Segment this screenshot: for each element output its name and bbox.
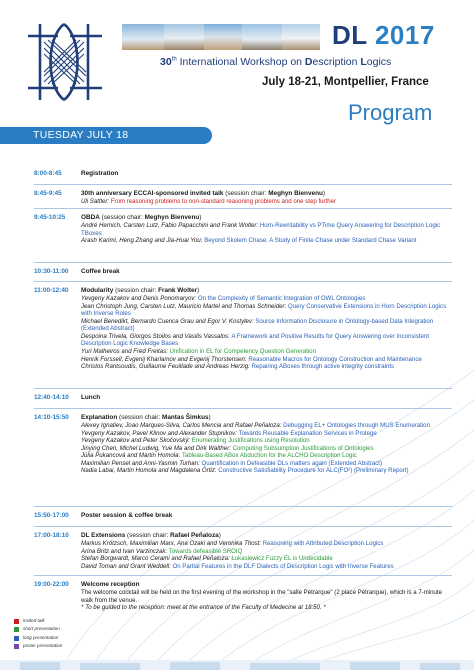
talk-title: Towards Reusable Explanation Services in Protege — [238, 429, 377, 437]
session-time: 14:10-15:50 — [34, 414, 69, 421]
session-time: 12:40-14:10 — [34, 394, 69, 401]
talk-title: Computing Subsumption Justifications of Ontologies — [232, 444, 374, 452]
talk-entry — [81, 467, 449, 475]
session-note: * To be guided to the reception: meet at the entrance of the Faculty of Medecine at 18:50. * — [81, 604, 326, 612]
program-heading: Program — [348, 100, 433, 125]
talk-title: Towards defeasible SROIQ — [168, 547, 243, 555]
session-title: Explanation (session chair: Mantas Šimkus) — [81, 414, 211, 421]
talk-entry — [81, 295, 449, 303]
session-title: DL Extensions (session chair: Rafael Peñaloza) — [81, 532, 221, 539]
talk-authors: Markus Krötzsch, Maximilian Marx, Ana Ozaki and Veronika Thost: — [81, 540, 263, 548]
session-content — [81, 394, 449, 402]
session-divider — [34, 281, 452, 282]
talk-authors: Henrik Forssell, Evgenij Kharlamov and Evgenij Thorstensen: — [81, 355, 249, 363]
dates-location: July 18-21, Montpellier, France — [262, 76, 429, 88]
talk-authors: David Toman and Grant Weddell: — [81, 562, 173, 570]
talk-entry — [81, 222, 449, 237]
session-title: Poster session & coffee break — [81, 512, 173, 519]
session-title: Coffee break — [81, 268, 120, 275]
session-content — [81, 532, 449, 570]
talk-title: Unification in EL for Competency Question Generation — [169, 348, 316, 356]
talk-title: Quantification in Defeasible DLs matters again (Extended Abstract) — [201, 459, 383, 467]
session-divider — [34, 262, 452, 263]
session-time: 8:45-9:45 — [34, 190, 62, 197]
session-content — [81, 268, 449, 276]
talk-authors: Arina Britz and Ivan Varzinczak: — [81, 547, 169, 555]
session-content — [81, 581, 449, 612]
day-banner — [0, 127, 212, 144]
talk-entry — [81, 540, 449, 548]
session-content — [81, 512, 449, 520]
talk-entry — [81, 237, 449, 245]
bottom-decoration-strip — [0, 654, 474, 670]
talk-authors: Yevgeny Kazakov, Pavel Klinov and Alexander Stupnikov: — [81, 429, 239, 437]
talk-title: Reasoning with Attributed Description Logics — [262, 540, 384, 548]
talk-entry — [81, 363, 449, 371]
talk-title: Source Information Disclosure in Ontology-based Data Integration (Extended Abstract) — [81, 317, 434, 333]
talk-entry — [81, 548, 449, 556]
talk-entry — [81, 430, 449, 438]
talk-authors: Júlia Pukancová and Martin Homola: — [81, 452, 182, 460]
session-time: 15:50-17:00 — [34, 512, 69, 519]
talk-title: Łukasiewicz Fuzzy EL is Undecidable — [231, 555, 333, 563]
session-divider — [34, 388, 452, 389]
conference-subtitle: 30th International Workshop on Description Logics — [160, 56, 392, 68]
conference-year: 2017 — [374, 20, 435, 50]
talk-entry — [81, 198, 449, 206]
session-content — [81, 170, 449, 178]
talk-entry — [81, 303, 449, 318]
legend-label: invited talk — [23, 617, 45, 623]
session-title: 30th anniversary ECCAI-sponsored invited talk (session chair: Meghyn Bienvenu) — [81, 190, 326, 197]
session-title: Registration — [81, 170, 119, 177]
session-time: 9:45-10:25 — [34, 214, 66, 221]
talk-title: On Partial Features in the DLF Dialects of Description Logic with Inverse Features — [172, 562, 394, 570]
legend-swatch — [14, 619, 19, 624]
talk-title: Constructive Satisfiability Procedure for ALC(FO²) (Preliminary Report) — [218, 467, 409, 475]
talk-entry — [81, 555, 449, 563]
legend-label: short presentation — [23, 626, 60, 631]
session-chair: (session chair: Rafael Peñaloza) — [125, 532, 221, 539]
session-divider — [34, 526, 452, 527]
session-chair: (session chair: Meghyn Bienvenu) — [223, 190, 326, 197]
talk-title: On the Complexity of Semantic Integration of OWL Ontologies — [197, 295, 366, 303]
talk-authors: Jinying Chen, Michel Ludwig, Yue Ma and Dirk Walther: — [81, 444, 233, 452]
talk-title: Horn-Rewritability vs PTime Query Answering for Description Logic TBoxes — [81, 222, 441, 237]
conference-short-name: DL — [332, 20, 368, 50]
session-divider — [34, 408, 452, 409]
talk-authors: Despoina Trivela, Giorgos Stoilos and Vasilis Vassalos: — [81, 332, 232, 340]
conference-title — [332, 20, 435, 51]
session-time: 11:00-12:40 — [34, 287, 69, 294]
session-divider — [34, 184, 452, 185]
talk-title: Repairing ABoxes through active integrity constraints — [251, 363, 395, 371]
talk-authors: Maximilian Pensel and Anni-Yasmin Turhan: — [81, 459, 202, 467]
legend-label: poster presentation — [23, 643, 63, 648]
session-title: Modularity (session chair: Frank Wolter) — [81, 287, 200, 294]
session-time: 8:00-8:45 — [34, 170, 62, 177]
session-title: Welcome reception — [81, 581, 140, 588]
talk-entry — [81, 318, 449, 333]
session-note: The welcome cocktail will be held on the first evening of the workshop in the "salle Pétrarque" (2 place Pétrarque), which is a 7-minute walk from the venue. — [81, 589, 442, 604]
session-divider — [34, 208, 452, 209]
session-time: 10:30-11:00 — [34, 268, 69, 275]
talk-authors: Yuri Malheiros and Fred Freitas: — [81, 348, 170, 356]
talk-entry — [81, 422, 449, 430]
talk-entry — [81, 356, 449, 364]
session-title: Lunch — [81, 394, 101, 401]
talk-title: Tableau-Based ABox Abduction for the ALCHO Description Logic — [181, 452, 357, 460]
talk-authors: Jean Christoph Jung, Carsten Lutz, Mauricio Martel and Thomas Schneider: — [81, 302, 288, 310]
talk-authors: Michael Benedikt, Bernardo Cuenca Grau and Egor V. Kostylev: — [81, 317, 256, 325]
talk-entry — [81, 563, 449, 571]
legend-label: long presentation — [23, 634, 59, 640]
talk-authors: André Hernich, Carsten Lutz, Fabio Papacchini and Frank Wolter: — [81, 222, 260, 230]
dl-workshop-logo — [18, 14, 110, 110]
talk-authors: Alexey Ignatiev, Joao Marques-Silva, Carlos Mencia and Rafael Peñaloza: — [81, 422, 284, 430]
talk-title: Debugging EL+ Ontologies through MUS Enumeration — [283, 422, 430, 430]
talk-authors: Arash Karimi, Heng Zhang and Jia-Huai You: — [81, 237, 205, 245]
talk-authors: Christos Rantsoudis, Guillaume Feuillade and Andreas Herzig: — [81, 363, 252, 371]
session-content — [81, 287, 449, 371]
session-divider — [34, 575, 452, 576]
talk-title: Reasonable Macros for Ontology Construction and Maintenance — [248, 355, 422, 363]
talk-title: A Framework and Positive Results for Query Answering over Inconsistent Description Logic Knowledge Bases — [81, 332, 429, 348]
talk-authors: Yevgeny Kazakov and Peter Skočovský: — [81, 437, 192, 445]
legend-swatch — [14, 644, 19, 649]
talk-title: Beyond Skolem Chase: A Study of Finite Chase under Standard Chase Variant — [204, 237, 417, 245]
session-title: OBDA (session chair: Meghyn Bienvenu) — [81, 214, 202, 221]
session-time: 17:00-18:10 — [34, 532, 69, 539]
talk-entry — [81, 460, 449, 468]
day-label: TUESDAY JULY 18 — [33, 129, 129, 141]
talk-entry — [81, 348, 449, 356]
talk-authors: Uli Sattler: — [81, 198, 111, 206]
montpellier-photo-strip — [122, 24, 320, 50]
session-content — [81, 214, 449, 245]
legend-swatch — [14, 636, 19, 641]
talk-authors: Yevgeny Kazakov and Denis Ponomaryov: — [81, 295, 198, 303]
talk-title: From reasoning problems to non-standard reasoning problems and one step further — [110, 198, 337, 206]
session-chair: (session chair: Mantas Šimkus) — [117, 414, 211, 421]
session-chair: (session chair: Meghyn Bienvenu) — [99, 214, 202, 221]
legend-swatch — [14, 627, 19, 632]
talk-authors: Stefan Borgwardt, Marco Cerami and Rafael Peñaloza: — [81, 555, 232, 563]
talk-entry — [81, 333, 449, 348]
session-content — [81, 190, 449, 206]
talk-title: Enumerating Justifications using Resolution — [191, 437, 310, 445]
talk-title: Query Conservative Extensions in Horn Description Logics with Inverse Roles — [81, 302, 447, 318]
talk-entry — [81, 437, 449, 445]
talk-authors: Nadia Labai, Martin Homola and Magdalena Ortiz: — [81, 467, 219, 475]
talk-entry — [81, 445, 449, 453]
session-divider — [34, 506, 452, 507]
talk-entry — [81, 452, 449, 460]
session-chair: (session chair: Frank Wolter) — [113, 287, 200, 294]
session-time: 19:00-22:00 — [34, 581, 69, 588]
session-content — [81, 414, 449, 475]
